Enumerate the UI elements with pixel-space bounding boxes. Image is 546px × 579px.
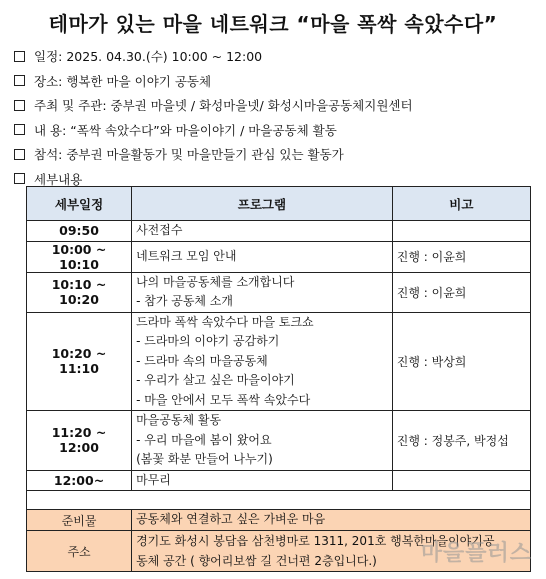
- checkbox-icon: [14, 51, 25, 62]
- row-time: 11:20 ~ 12:00: [27, 411, 132, 471]
- spacer-cell: [27, 491, 531, 510]
- program-line: 네트워크 모임 안내: [136, 248, 237, 263]
- row-time: 10:00 ~ 10:10: [27, 241, 132, 272]
- prep-value-text: 공동체와 연결하고 싶은 가벼운 마음: [136, 512, 326, 527]
- address-label: 주소: [27, 531, 132, 572]
- program-line: 마을공동체 활동: [136, 413, 222, 427]
- info-details-text: 세부내용: [34, 171, 83, 187]
- info-schedule: [14, 44, 534, 69]
- checkbox-icon: [14, 75, 25, 86]
- checkbox-icon: [14, 149, 25, 160]
- row-note: 진행 : 이윤희: [392, 272, 530, 312]
- header-note: 비고: [392, 187, 530, 221]
- watermark-logo: 마을플러스: [420, 541, 532, 566]
- table-row: [27, 272, 531, 312]
- row-note: 진행 : 정봉주, 박정섭: [392, 411, 530, 471]
- info-content-text: 내 용: “폭싹 속았수다”와 마을이야기 / 마을공동체 활동: [34, 122, 337, 138]
- event-info-list: [14, 44, 534, 191]
- row-note: [392, 470, 530, 491]
- info-organizer: [14, 93, 534, 118]
- table-row: [27, 470, 531, 491]
- table-row: [27, 221, 531, 242]
- row-program: [132, 221, 393, 242]
- row-note: [392, 221, 530, 242]
- program-line: - 우리가 살고 싶은 마을이야기: [136, 373, 295, 387]
- checkbox-icon: [14, 124, 25, 135]
- program-line: - 드라마의 이야기 공감하기: [136, 334, 280, 348]
- program-line: (봄꽃 화분 만들어 나누기): [136, 452, 273, 466]
- table-row: [27, 241, 531, 272]
- checkbox-icon: [14, 173, 25, 184]
- program-line: - 참가 공동체 소개: [136, 294, 233, 308]
- row-time: 10:20 ~ 11:10: [27, 312, 132, 411]
- page-title: 테마가 있는 마을 네트워크 “마을 폭싹 속았수다”: [48, 12, 498, 36]
- row-note: 진행 : 박상희: [392, 312, 530, 411]
- row-program: [132, 272, 393, 312]
- row-time: 12:00~: [27, 470, 132, 491]
- info-content: [14, 118, 534, 143]
- table-row: [27, 312, 531, 411]
- prep-value: [132, 510, 531, 531]
- program-line: 드라마 폭싹 속았수다 마을 토크쇼: [136, 314, 314, 329]
- info-location-text: 장소: 행복한 마을 이야기 공동체: [34, 73, 212, 89]
- header-schedule: 세부일정: [27, 187, 132, 221]
- program-line: - 드라마 속의 마을공동체: [136, 353, 268, 368]
- spacer-row: [27, 491, 531, 510]
- program-line: 나의 마을공동체를 소개합니다: [136, 274, 295, 289]
- checkbox-icon: [14, 100, 25, 111]
- info-location: [14, 69, 534, 94]
- table-row: [27, 411, 531, 471]
- row-program: [132, 312, 393, 411]
- row-program: [132, 470, 393, 491]
- row-program: [132, 411, 393, 471]
- table-header-row: [27, 187, 531, 221]
- row-time: 09:50: [27, 221, 132, 242]
- prep-row: [27, 510, 531, 531]
- row-note: 진행 : 이윤희: [392, 241, 530, 272]
- program-line: 사전접수: [136, 223, 183, 237]
- info-attendees-text: 참석: 중부권 마을활동가 및 마을만들기 관심 있는 활동가: [34, 147, 344, 163]
- info-schedule-text: 일정: 2025. 04.30.(수) 10:00 ~ 12:00: [34, 49, 263, 65]
- program-line: - 마을 안에서 모두 폭싹 속았수다: [136, 392, 311, 407]
- info-attendees: [14, 142, 534, 167]
- prep-label: 준비물: [27, 510, 132, 531]
- program-line: 마무리: [136, 472, 171, 487]
- header-program: 프로그램: [132, 187, 393, 221]
- schedule-table: [26, 186, 531, 572]
- info-organizer-text: 주최 및 주관: 중부권 마을넷 / 화성마을넷/ 화성시마을공동체지원센터: [34, 98, 413, 114]
- row-program: [132, 241, 393, 272]
- program-line: - 우리 마을에 봄이 왔어요: [136, 432, 272, 447]
- address-line: 경기도 화성시 봉담읍 삼천병마로 1311, 201호 행복한마을이야기공: [136, 534, 495, 548]
- row-time: 10:10 ~ 10:20: [27, 272, 132, 312]
- address-line: 동체 공간 ( 향어리보쌈 길 건너편 2층입니다.): [136, 554, 377, 568]
